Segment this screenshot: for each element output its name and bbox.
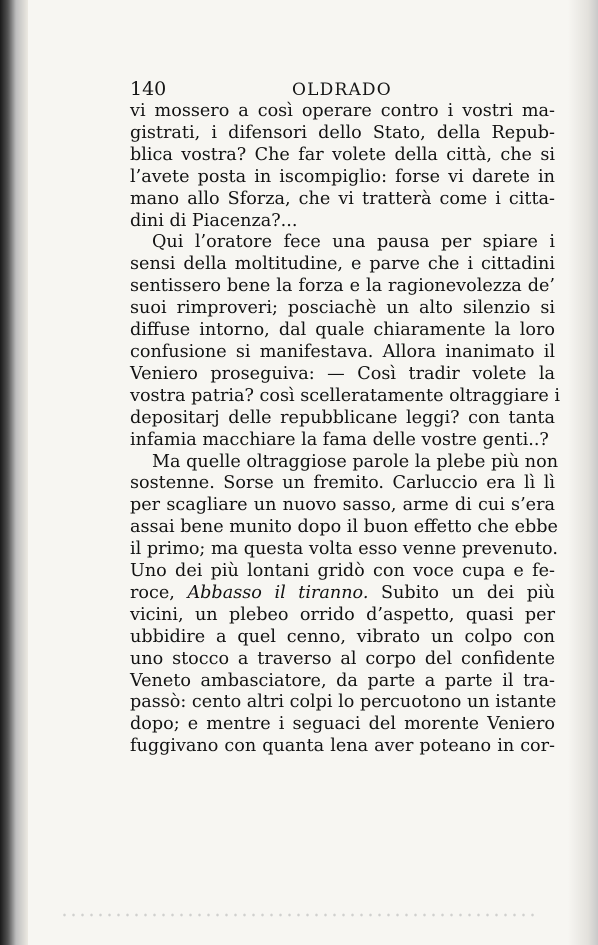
italic-phrase: Abbasso il tiranno. <box>187 582 369 603</box>
text-line: Veniero proseguiva: — Così tradir volete la <box>130 363 555 384</box>
text-line: il primo; ma questa volta esso venne prevenuto. <box>130 539 558 560</box>
page-header <box>130 78 555 102</box>
text-line: vostra patria? così scelleratamente oltraggiare i <box>130 385 560 406</box>
paper-texture <box>60 910 540 920</box>
text-line: dopo; e mentre i seguaci del morente Veniero <box>130 714 555 735</box>
text-line: suoi rimproveri; posciachè un alto silenzio si <box>130 298 555 319</box>
text-segment: roce, <box>130 582 188 603</box>
text-line: blica vostra? Che far volete della città, che si <box>130 144 555 165</box>
text-line: fuggivano con quanta lena aver poteano in cor- <box>130 736 555 757</box>
text-line: sensi della moltitudine, e parve che i cittadini <box>130 254 555 275</box>
text-line: gistrati, i difensori dello Stato, della Repub- <box>130 122 555 143</box>
text-segment: Subito un dei più <box>368 582 555 603</box>
text-line: per scagliare un nuovo sasso, arme di cui s’era <box>130 495 555 516</box>
text-line: Veneto ambasciatore, da parte a parte il tra- <box>130 670 555 691</box>
page-number: 140 <box>130 78 167 100</box>
text-line: ubbidire a quel cenno, vibrato un colpo con <box>130 626 555 647</box>
text-line: Qui l’oratore fece una pausa per spiare i <box>152 232 555 253</box>
text-line-with-italic <box>130 583 555 605</box>
page-edge <box>568 0 598 945</box>
text-line: Uno dei più lontani gridò con voce cupa e fe- <box>130 561 555 582</box>
binding-shadow <box>0 0 28 945</box>
text-line: uno stocco a traverso al corpo del confidente <box>130 648 555 669</box>
text-line: infamia macchiare la fama delle vostre genti..? <box>130 429 549 450</box>
text-line: assai bene munito dopo il buon effetto che ebbe <box>130 517 558 538</box>
text-line: sentissero bene la forza e la ragionevolezza de’ <box>130 276 555 297</box>
text-line: vicini, un plebeo orrido d’aspetto, quasi per <box>130 604 555 625</box>
text-line: sostenne. Sorse un fremito. Carluccio era lì lì <box>130 473 555 494</box>
text-line: Ma quelle oltraggiose parole la plebe più non <box>152 451 559 472</box>
text-line: vi mossero a così operare contro i vostri ma- <box>130 101 555 121</box>
running-title: OLDRADO <box>292 80 392 100</box>
body-text <box>130 101 560 758</box>
text-line: mano allo Sforza, che vi tratterà come i citta- <box>130 188 555 209</box>
text-line: l’avete posta in iscompiglio: forse vi darete in <box>130 166 555 187</box>
text-line: diffuse intorno, dal quale chiaramente la loro <box>130 320 555 341</box>
text-line: depositarj delle repubblicane leggi? con tanta <box>130 407 555 428</box>
text-line: passò: cento altri colpi lo percuotono un istante <box>130 692 557 713</box>
text-line: dini di Piacenza?... <box>130 210 298 231</box>
text-line: confusione si manifestava. Allora inanimato il <box>130 341 555 362</box>
